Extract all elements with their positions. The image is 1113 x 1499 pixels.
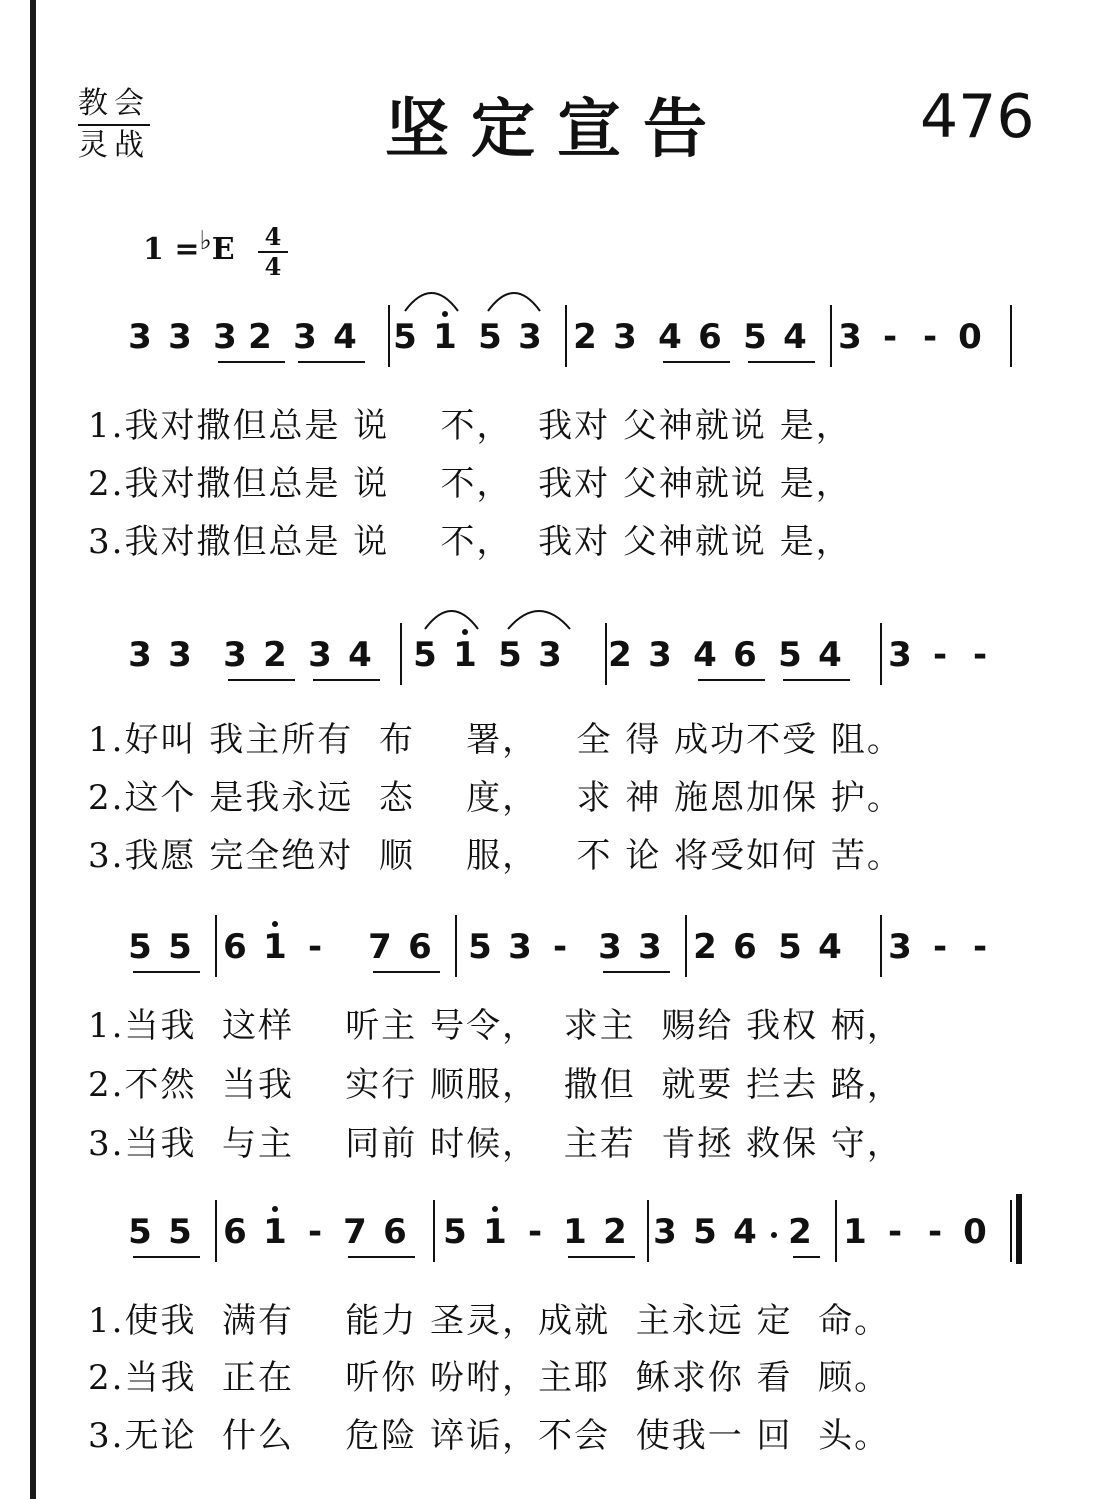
- note: 3: [128, 317, 152, 357]
- extension-dash: -: [922, 317, 938, 357]
- lyric-line: 3.我对撒但总是 说 不， 我对 父神就说 是，: [88, 522, 852, 562]
- octave-dot: [492, 1206, 498, 1212]
- lyric-line: 2.这个 是我永远 态 度， 求 神 施恩加保 护。: [88, 778, 903, 818]
- beat-underline: [783, 679, 850, 681]
- note: 3: [518, 317, 542, 357]
- note: 6: [223, 927, 247, 967]
- time-top: 4: [264, 222, 282, 251]
- beat-underline: [603, 971, 670, 973]
- staff-system-1: [0, 295, 1113, 375]
- extension-dash: -: [887, 1212, 903, 1252]
- note: 3: [838, 317, 862, 357]
- note: 6: [408, 927, 432, 967]
- beat-underline: [748, 361, 815, 363]
- note: 4: [658, 317, 682, 357]
- beat-underline: [568, 1256, 635, 1258]
- note: 4: [818, 927, 842, 967]
- note: 2: [788, 1212, 812, 1252]
- extension-dash: -: [307, 1212, 323, 1252]
- bar-line: [685, 915, 687, 977]
- final-bar-line: [1016, 1194, 1022, 1264]
- bar-line: [1010, 1200, 1012, 1262]
- beat-underline: [313, 679, 380, 681]
- note: 3: [653, 1212, 677, 1252]
- note: 0: [958, 317, 982, 357]
- extension-dash: -: [932, 927, 948, 967]
- note: 3: [538, 635, 562, 675]
- hymn-title: 坚定宣告: [385, 93, 729, 167]
- key-signature: [143, 226, 235, 267]
- beat-underline: [133, 971, 200, 973]
- beat-underline: [218, 361, 285, 363]
- note: 1: [843, 1212, 867, 1252]
- lyric-line: 2.当我 正在 听你 吩咐，主耶 稣求你 看 顾。: [88, 1358, 891, 1398]
- bar-line: [215, 1200, 217, 1262]
- note: 6: [733, 635, 757, 675]
- beat-underline: [698, 679, 765, 681]
- note: 3: [308, 635, 332, 675]
- note: 4: [693, 635, 717, 675]
- note: 5: [168, 1212, 192, 1252]
- lyric-line: 2.我对撒但总是 说 不， 我对 父神就说 是，: [88, 464, 852, 504]
- beat-underline: [793, 1256, 820, 1258]
- slur-layer: [0, 599, 1113, 639]
- note: 1: [263, 927, 287, 967]
- beat-underline: [348, 1256, 415, 1258]
- lyric-line: 1.当我 这样 听主 号令， 求主 赐给 我权 柄，: [88, 1006, 903, 1046]
- staff-system-2: [0, 613, 1113, 693]
- slur: [488, 293, 540, 311]
- staff-system-3: [0, 905, 1113, 985]
- beat-underline: [298, 361, 365, 363]
- extension-dash: -: [307, 927, 323, 967]
- note: 2: [693, 927, 717, 967]
- note: 5: [128, 927, 152, 967]
- hymn-number: 476: [920, 82, 1035, 152]
- lyric-line: 3.无论 什么 危险 谇诟，不会 使我一 回 头。: [88, 1416, 891, 1456]
- note: 4: [733, 1212, 757, 1252]
- note: 3: [128, 635, 152, 675]
- slur: [405, 293, 458, 311]
- note: 4: [818, 635, 842, 675]
- note: 1: [563, 1212, 587, 1252]
- slur: [425, 611, 478, 629]
- note: 1: [263, 1212, 287, 1252]
- beat-underline: [228, 679, 295, 681]
- note: 3: [613, 317, 637, 357]
- lyric-line: 1.使我 满有 能力 圣灵，成就 主永远 定 命。: [88, 1301, 891, 1341]
- extension-dash: -: [972, 635, 988, 675]
- note: 5: [413, 635, 437, 675]
- bar-line: [455, 915, 457, 977]
- page-margin-bar: [30, 0, 36, 1499]
- slur-layer: [0, 281, 1113, 321]
- flat-sign: ♭: [199, 226, 212, 256]
- note: 1: [483, 1212, 507, 1252]
- extension-dash: -: [552, 927, 568, 967]
- octave-dot: [272, 921, 278, 927]
- note: 0: [963, 1212, 987, 1252]
- lyric-line: 1.我对撒但总是 说 不， 我对 父神就说 是，: [88, 406, 852, 446]
- note: 4: [333, 317, 357, 357]
- note: 3: [508, 927, 532, 967]
- note: 3: [293, 317, 317, 357]
- note: 5: [168, 927, 192, 967]
- bar-line: [835, 1200, 837, 1262]
- key-letter: E: [211, 232, 235, 267]
- note: 7: [368, 927, 392, 967]
- note: 2: [263, 635, 287, 675]
- note: 5: [393, 317, 417, 357]
- beat-underline: [663, 361, 730, 363]
- extension-dash: -: [932, 635, 948, 675]
- staff-system-4: [0, 1190, 1113, 1270]
- time-signature: [258, 224, 288, 280]
- note: 5: [778, 635, 802, 675]
- note: 2: [248, 317, 272, 357]
- note: 5: [743, 317, 767, 357]
- augmentation-dot: [771, 1232, 777, 1238]
- note: 3: [223, 635, 247, 675]
- note: 5: [498, 635, 522, 675]
- note: 3: [213, 317, 237, 357]
- category-top: 教会: [78, 78, 150, 126]
- note: 1: [433, 317, 457, 357]
- bar-line: [433, 1200, 435, 1262]
- bar-line: [880, 915, 882, 977]
- note: 3: [648, 635, 672, 675]
- extension-dash: -: [927, 1212, 943, 1252]
- note: 3: [888, 635, 912, 675]
- note: 4: [348, 635, 372, 675]
- note: 6: [383, 1212, 407, 1252]
- note: 3: [888, 927, 912, 967]
- note: 5: [778, 927, 802, 967]
- extension-dash: -: [527, 1212, 543, 1252]
- note: 5: [693, 1212, 717, 1252]
- note: 6: [223, 1212, 247, 1252]
- note: 3: [168, 635, 192, 675]
- note: 2: [608, 635, 632, 675]
- extension-dash: -: [972, 927, 988, 967]
- note: 2: [603, 1212, 627, 1252]
- key-prefix: 1 =: [143, 232, 200, 267]
- note: 5: [443, 1212, 467, 1252]
- note: 6: [733, 927, 757, 967]
- note: 6: [698, 317, 722, 357]
- note: 7: [343, 1212, 367, 1252]
- lyric-line: 3.当我 与主 同前 时候， 主若 肯拯 救保 守，: [88, 1124, 903, 1164]
- octave-dot: [272, 1206, 278, 1212]
- note: 5: [128, 1212, 152, 1252]
- category-bottom: 灵战: [78, 128, 150, 163]
- note: 3: [598, 927, 622, 967]
- time-bottom: 4: [264, 252, 282, 281]
- bar-line: [215, 915, 217, 977]
- beat-underline: [133, 1256, 200, 1258]
- note: 5: [468, 927, 492, 967]
- note: 3: [168, 317, 192, 357]
- lyric-line: 1.好叫 我主所有 布 署， 全 得 成功不受 阻。: [88, 720, 903, 760]
- extension-dash: -: [882, 317, 898, 357]
- beat-underline: [373, 971, 440, 973]
- lyric-line: 3.我愿 完全绝对 顺 服， 不 论 将受如何 苦。: [88, 836, 903, 876]
- slur: [508, 611, 570, 629]
- note: 3: [638, 927, 662, 967]
- bar-line: [647, 1200, 649, 1262]
- note: 2: [573, 317, 597, 357]
- lyric-line: 2.不然 当我 实行 顺服， 撒但 就要 拦去 路，: [88, 1065, 903, 1105]
- note: 5: [478, 317, 502, 357]
- note: 4: [783, 317, 807, 357]
- note: 1: [453, 635, 477, 675]
